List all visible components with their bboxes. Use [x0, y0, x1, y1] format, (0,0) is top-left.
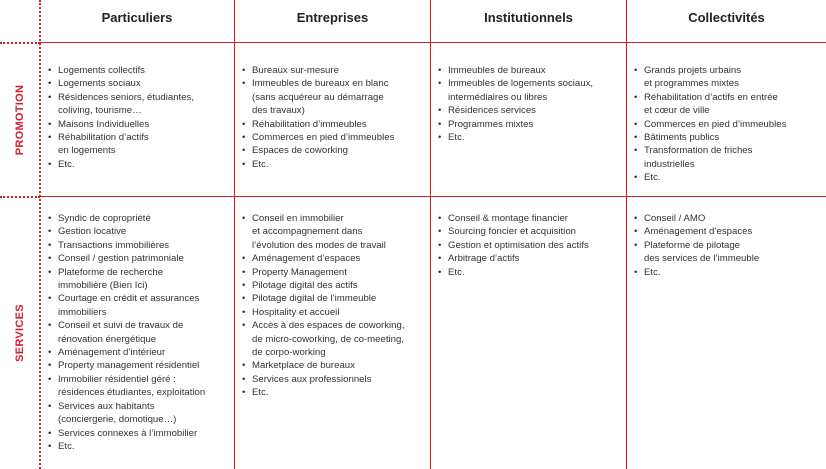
row-label-promotion: PROMOTION [14, 84, 26, 156]
row-label-divider [39, 0, 41, 469]
list-item: • Commerces en pied d’immeubles [633, 118, 823, 131]
list-item: • Immeubles de bureaux [437, 64, 623, 77]
cell-services-institutionnels [437, 212, 623, 279]
list-item: • Services connexes à l’immobilier [47, 427, 231, 440]
list-item: • Etc. [241, 386, 427, 399]
list-item: • Conseil en immobilier et accompagnement dans l’évolution des modes de travail [241, 212, 427, 252]
column-header-institutionnels: Institutionnels [484, 10, 573, 25]
list-item: • Gestion locative [47, 225, 231, 238]
list-item: • Conseil / AMO [633, 212, 823, 225]
list-item: • Services aux professionnels [241, 373, 427, 386]
row-label-services: SERVICES [14, 304, 26, 362]
list-item: • Aménagement d’intérieur [47, 346, 231, 359]
list-item: • Résidences seniors, étudiantes, coliving, tourisme… [47, 91, 231, 118]
list-item: • Grands projets urbains et programmes mixtes [633, 64, 823, 91]
list-item: • Bureaux sur-mesure [241, 64, 427, 77]
list-item: • Marketplace de bureaux [241, 359, 427, 372]
header-divider-dotted [0, 42, 40, 44]
list-item: • Espaces de coworking [241, 144, 427, 157]
cell-promotion-particuliers [47, 64, 231, 171]
list-item: • Courtage en crédit et assurances immobiliers [47, 292, 231, 319]
list-item: • Immeubles de bureaux en blanc (sans acquéreur au démarrage des travaux) [241, 77, 427, 117]
column-divider [626, 0, 627, 469]
cell-promotion-entreprises [241, 64, 427, 171]
list-item: • Etc. [47, 158, 231, 171]
list-item: • Réhabilitation d’actifs en entrée et cœur de ville [633, 91, 823, 118]
list-item: • Pilotage digital de l’immeuble [241, 292, 427, 305]
cell-promotion-collectivites [633, 64, 823, 185]
list-item: • Programmes mixtes [437, 118, 623, 131]
list-item: • Réhabilitation d’immeubles [241, 118, 427, 131]
list-item: • Logements collectifs [47, 64, 231, 77]
column-header-collectivites: Collectivités [688, 10, 765, 25]
row-divider-dotted [0, 196, 40, 198]
list-item: • Immobilier résidentiel géré : résidences étudiantes, exploitation [47, 373, 231, 400]
list-item: • Plateforme de recherche immobilière (Bien Ici) [47, 266, 231, 293]
list-item: • Conseil / gestion patrimoniale [47, 252, 231, 265]
list-item: • Etc. [241, 158, 427, 171]
list-item: • Services aux habitants (conciergerie, domotique…) [47, 400, 231, 427]
list-item: • Property management résidentiel [47, 359, 231, 372]
list-item: • Etc. [633, 171, 823, 184]
list-item: • Etc. [437, 131, 623, 144]
header-divider [40, 42, 826, 43]
column-header-particuliers: Particuliers [101, 10, 173, 25]
list-item: • Aménagement d’espaces [241, 252, 427, 265]
list-item: • Réhabilitation d’actifs en logements [47, 131, 231, 158]
cell-services-particuliers [47, 212, 231, 453]
list-item: • Transformation de friches industrielles [633, 144, 823, 171]
list-item: • Etc. [437, 266, 623, 279]
cell-services-entreprises [241, 212, 427, 400]
cell-promotion-institutionnels [437, 64, 623, 144]
list-item: • Accès à des espaces de coworking, de micro-coworking, de co-meeting, de corpo-working [241, 319, 427, 359]
list-item: • Commerces en pied d’immeubles [241, 131, 427, 144]
list-item: • Plateforme de pilotage des services de l’immeuble [633, 239, 823, 266]
list-item: • Maisons Individuelles [47, 118, 231, 131]
list-item: • Bâtiments publics [633, 131, 823, 144]
list-item: • Etc. [47, 440, 231, 453]
list-item: • Conseil & montage financier [437, 212, 623, 225]
list-item: • Conseil et suivi de travaux de rénovation énergétique [47, 319, 231, 346]
row-divider [40, 196, 826, 197]
list-item: • Transactions immobilières [47, 239, 231, 252]
list-item: • Hospitality et accueil [241, 306, 427, 319]
column-header-entreprises: Entreprises [296, 10, 369, 25]
list-item: • Résidences services [437, 104, 623, 117]
list-item: • Property Management [241, 266, 427, 279]
list-item: • Gestion et optimisation des actifs [437, 239, 623, 252]
list-item: • Logements sociaux [47, 77, 231, 90]
column-divider [234, 0, 235, 469]
list-item: • Etc. [633, 266, 823, 279]
list-item: • Arbitrage d’actifs [437, 252, 623, 265]
list-item: • Sourcing foncier et acquisition [437, 225, 623, 238]
list-item: • Syndic de copropriété [47, 212, 231, 225]
list-item: • Pilotage digital des actifs [241, 279, 427, 292]
column-divider [430, 0, 431, 469]
cell-services-collectivites [633, 212, 823, 279]
list-item: • Immeubles de logements sociaux, intermédiaires ou libres [437, 77, 623, 104]
list-item: • Aménagement d’espaces [633, 225, 823, 238]
